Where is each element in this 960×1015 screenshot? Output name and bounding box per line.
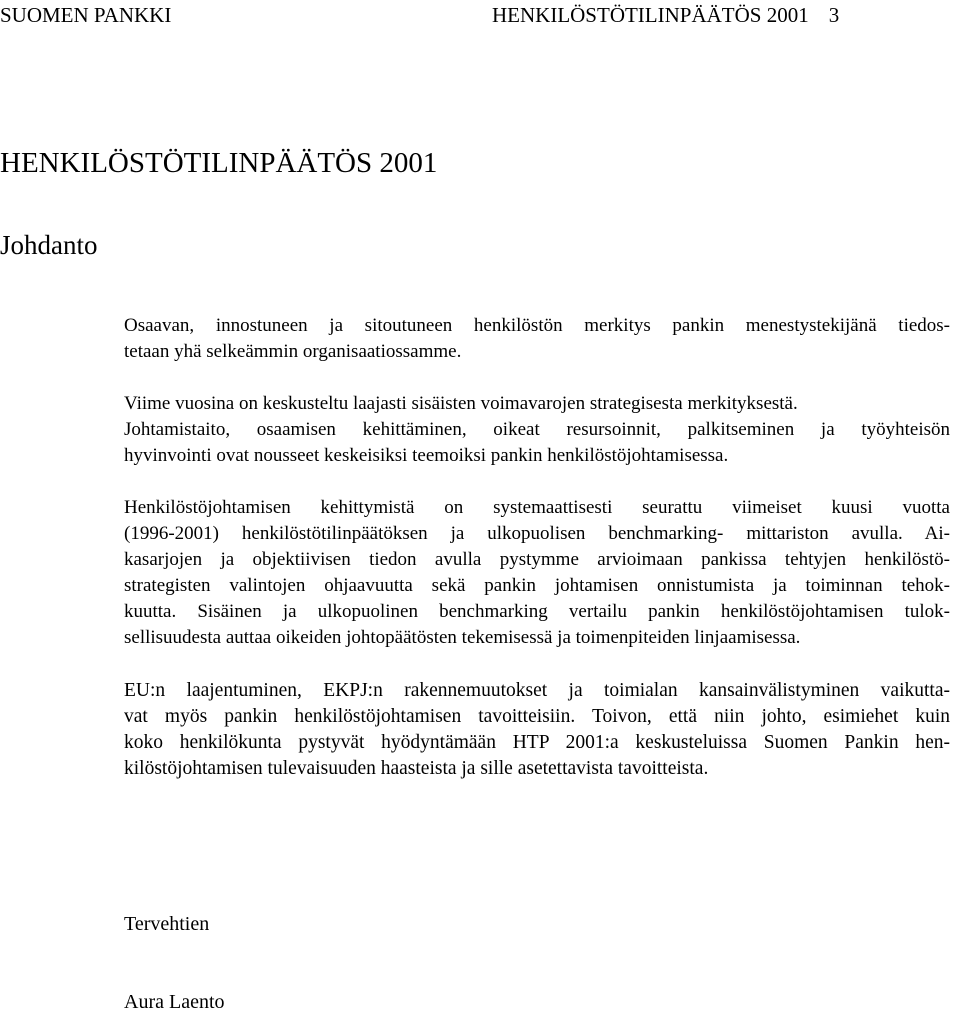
paragraph-line: tetaan yhä selkeämmin organisaatiossamme. xyxy=(124,341,462,362)
paragraph-line: koko henkilökunta pystyvät hyödyntämään HTP 2001:a keskusteluissa Suomen Pankin hen- xyxy=(124,732,950,753)
header-right-group xyxy=(492,1,839,29)
paragraph-line: strategisten valintojen ohjaavuutta sekä pankin johtamisen onnistumista ja toiminnan tehok- xyxy=(124,575,950,596)
paragraph-line: Viime vuosina on keskusteltu laajasti sisäisten voimavarojen strategisesta merkityksestä. xyxy=(124,393,798,414)
header-document-title: HENKILÖSTÖTILINPÄÄTÖS 2001 xyxy=(492,3,809,27)
paragraph-line: (1996-2001) henkilöstötilinpäätöksen ja ulkopuolisen benchmarking- mittariston avulla. Ai- xyxy=(124,523,950,544)
paragraph-line: kilöstöjohtamisen tulevaisuuden haasteista ja sille asetettavista tavoitteista. xyxy=(124,758,709,779)
paragraph-line: Henkilöstöjohtamisen kehittymistä on systemaattisesti seurattu viimeiset kuusi vuotta xyxy=(124,497,950,518)
paragraph-line: EU:n laajentuminen, EKPJ:n rakennemuutokset ja toimialan kansainvälistyminen vaikutta- xyxy=(124,680,950,701)
paragraph-3 xyxy=(124,495,950,651)
signature-name: Aura Laento xyxy=(124,991,225,1013)
paragraph-line: kuutta. Sisäinen ja ulkopuolinen benchmarking vertailu pankin henkilöstöjohtamisen tulok- xyxy=(124,601,950,622)
paragraph-line: Osaavan, innostuneen ja sitoutuneen henkilöstön merkitys pankin menestystekijänä tiedos- xyxy=(124,315,950,336)
section-heading: Johdanto xyxy=(0,230,98,260)
paragraph-line: vat myös pankin henkilöstöjohtamisen tavoitteisiin. Toivon, että niin johto, esimiehet kuin xyxy=(124,706,950,727)
paragraph-line: kasarjojen ja objektiivisen tiedon avulla pystymme arvioimaan pankissa tehtyjen henkilöstö- xyxy=(124,549,950,570)
paragraph-line: Johtamistaito, osaamisen kehittäminen, oikeat resursoinnit, palkitseminen ja työyhteisön xyxy=(124,419,950,440)
header-organization: SUOMEN PANKKI xyxy=(0,3,172,27)
paragraph-2 xyxy=(124,391,950,469)
paragraph-line: hyvinvointi ovat nousseet keskeisiksi teemoiksi pankin henkilöstöjohtamisessa. xyxy=(124,445,729,466)
paragraph-line: sellisuudesta auttaa oikeiden johtopäätösten tekemisessä ja toimenpiteiden linjaamisessa. xyxy=(124,627,801,648)
page-header xyxy=(0,1,960,29)
paragraph-4 xyxy=(124,678,950,782)
paragraph-1 xyxy=(124,313,950,365)
page-number: 3 xyxy=(828,3,840,27)
closing-greeting: Tervehtien xyxy=(124,913,210,935)
main-title: HENKILÖSTÖTILINPÄÄTÖS 2001 xyxy=(0,147,438,179)
